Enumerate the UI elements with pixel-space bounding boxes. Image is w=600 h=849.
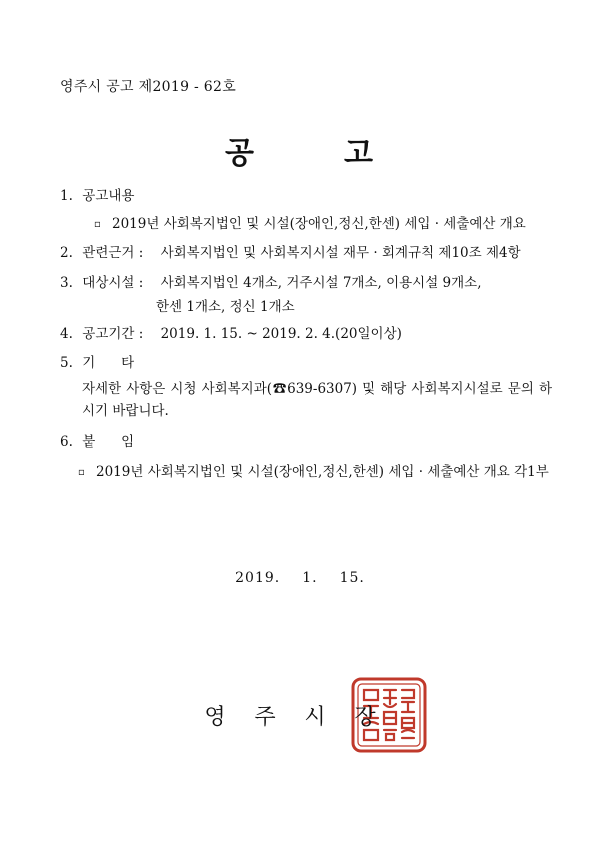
item-6 [60, 432, 134, 452]
issuer-char-4: 장 [354, 705, 376, 730]
item-2-number: 2. [60, 245, 73, 261]
title-char-1: 공 [225, 136, 256, 171]
item-2-text: 사회복지법인 및 사회복지시설 재무 · 회계규칙 제10조 제4항 [160, 245, 521, 261]
item-2-label: 관련근거 : [82, 245, 144, 261]
item-1 [60, 186, 134, 206]
item-4-label: 공고기간 : [82, 326, 144, 342]
item-3 [60, 273, 482, 293]
item-3-text: 사회복지법인 4개소, 거주시설 7개소, 이용시설 9개소, [160, 275, 482, 291]
item-1-sub [94, 214, 526, 235]
item-6-sub [78, 462, 549, 483]
bullet-icon: ▫ [94, 219, 101, 230]
notice-number: 영주시 공고 제2019 - 62호 [60, 79, 237, 95]
item-3-label: 대상시설 : [82, 275, 144, 291]
item-4-text: 2019. 1. 15. ~ 2019. 2. 4.(20일이상) [160, 326, 402, 342]
issuer-char-3: 시 [304, 705, 326, 730]
item-5-label: 기 타 [82, 355, 135, 371]
item-5-body: 자세한 사항은 시청 사회복지과(☎639-6307) 및 해당 사회복지시설로 문의 하시기 바랍니다. [82, 381, 552, 419]
bullet-icon: ▫ [78, 467, 85, 478]
item-6-sub-text: 2019년 사회복지법인 및 시설(장애인,정신,한센) 세입 · 세출예산 개요 각1부 [96, 464, 549, 480]
item-1-label: 공고내용 [82, 188, 135, 204]
item-5-number: 5. [60, 355, 73, 371]
item-3-number: 3. [60, 275, 73, 291]
title-char-2: 고 [344, 136, 375, 171]
issue-date [0, 570, 600, 586]
issuer-char-2: 주 [254, 705, 276, 730]
item-4 [60, 324, 402, 344]
issuer-name [190, 700, 390, 731]
item-6-number: 6. [60, 434, 73, 450]
date-day: 15. [339, 570, 365, 586]
item-2 [60, 243, 521, 263]
item-5 [60, 353, 134, 373]
item-1-number: 1. [60, 188, 73, 204]
date-year: 2019. [235, 570, 281, 586]
issuer-char-1: 영 [204, 705, 226, 730]
item-4-number: 4. [60, 326, 73, 342]
date-month: 1. [302, 570, 318, 586]
item-3-text-continued: 한센 1개소, 정신 1개소 [156, 299, 295, 315]
page-title [0, 128, 600, 172]
item-1-sub-text: 2019년 사회복지법인 및 시설(장애인,정신,한센) 세입 · 세출예산 개요 [112, 216, 526, 232]
item-6-label: 붙 임 [82, 434, 135, 450]
